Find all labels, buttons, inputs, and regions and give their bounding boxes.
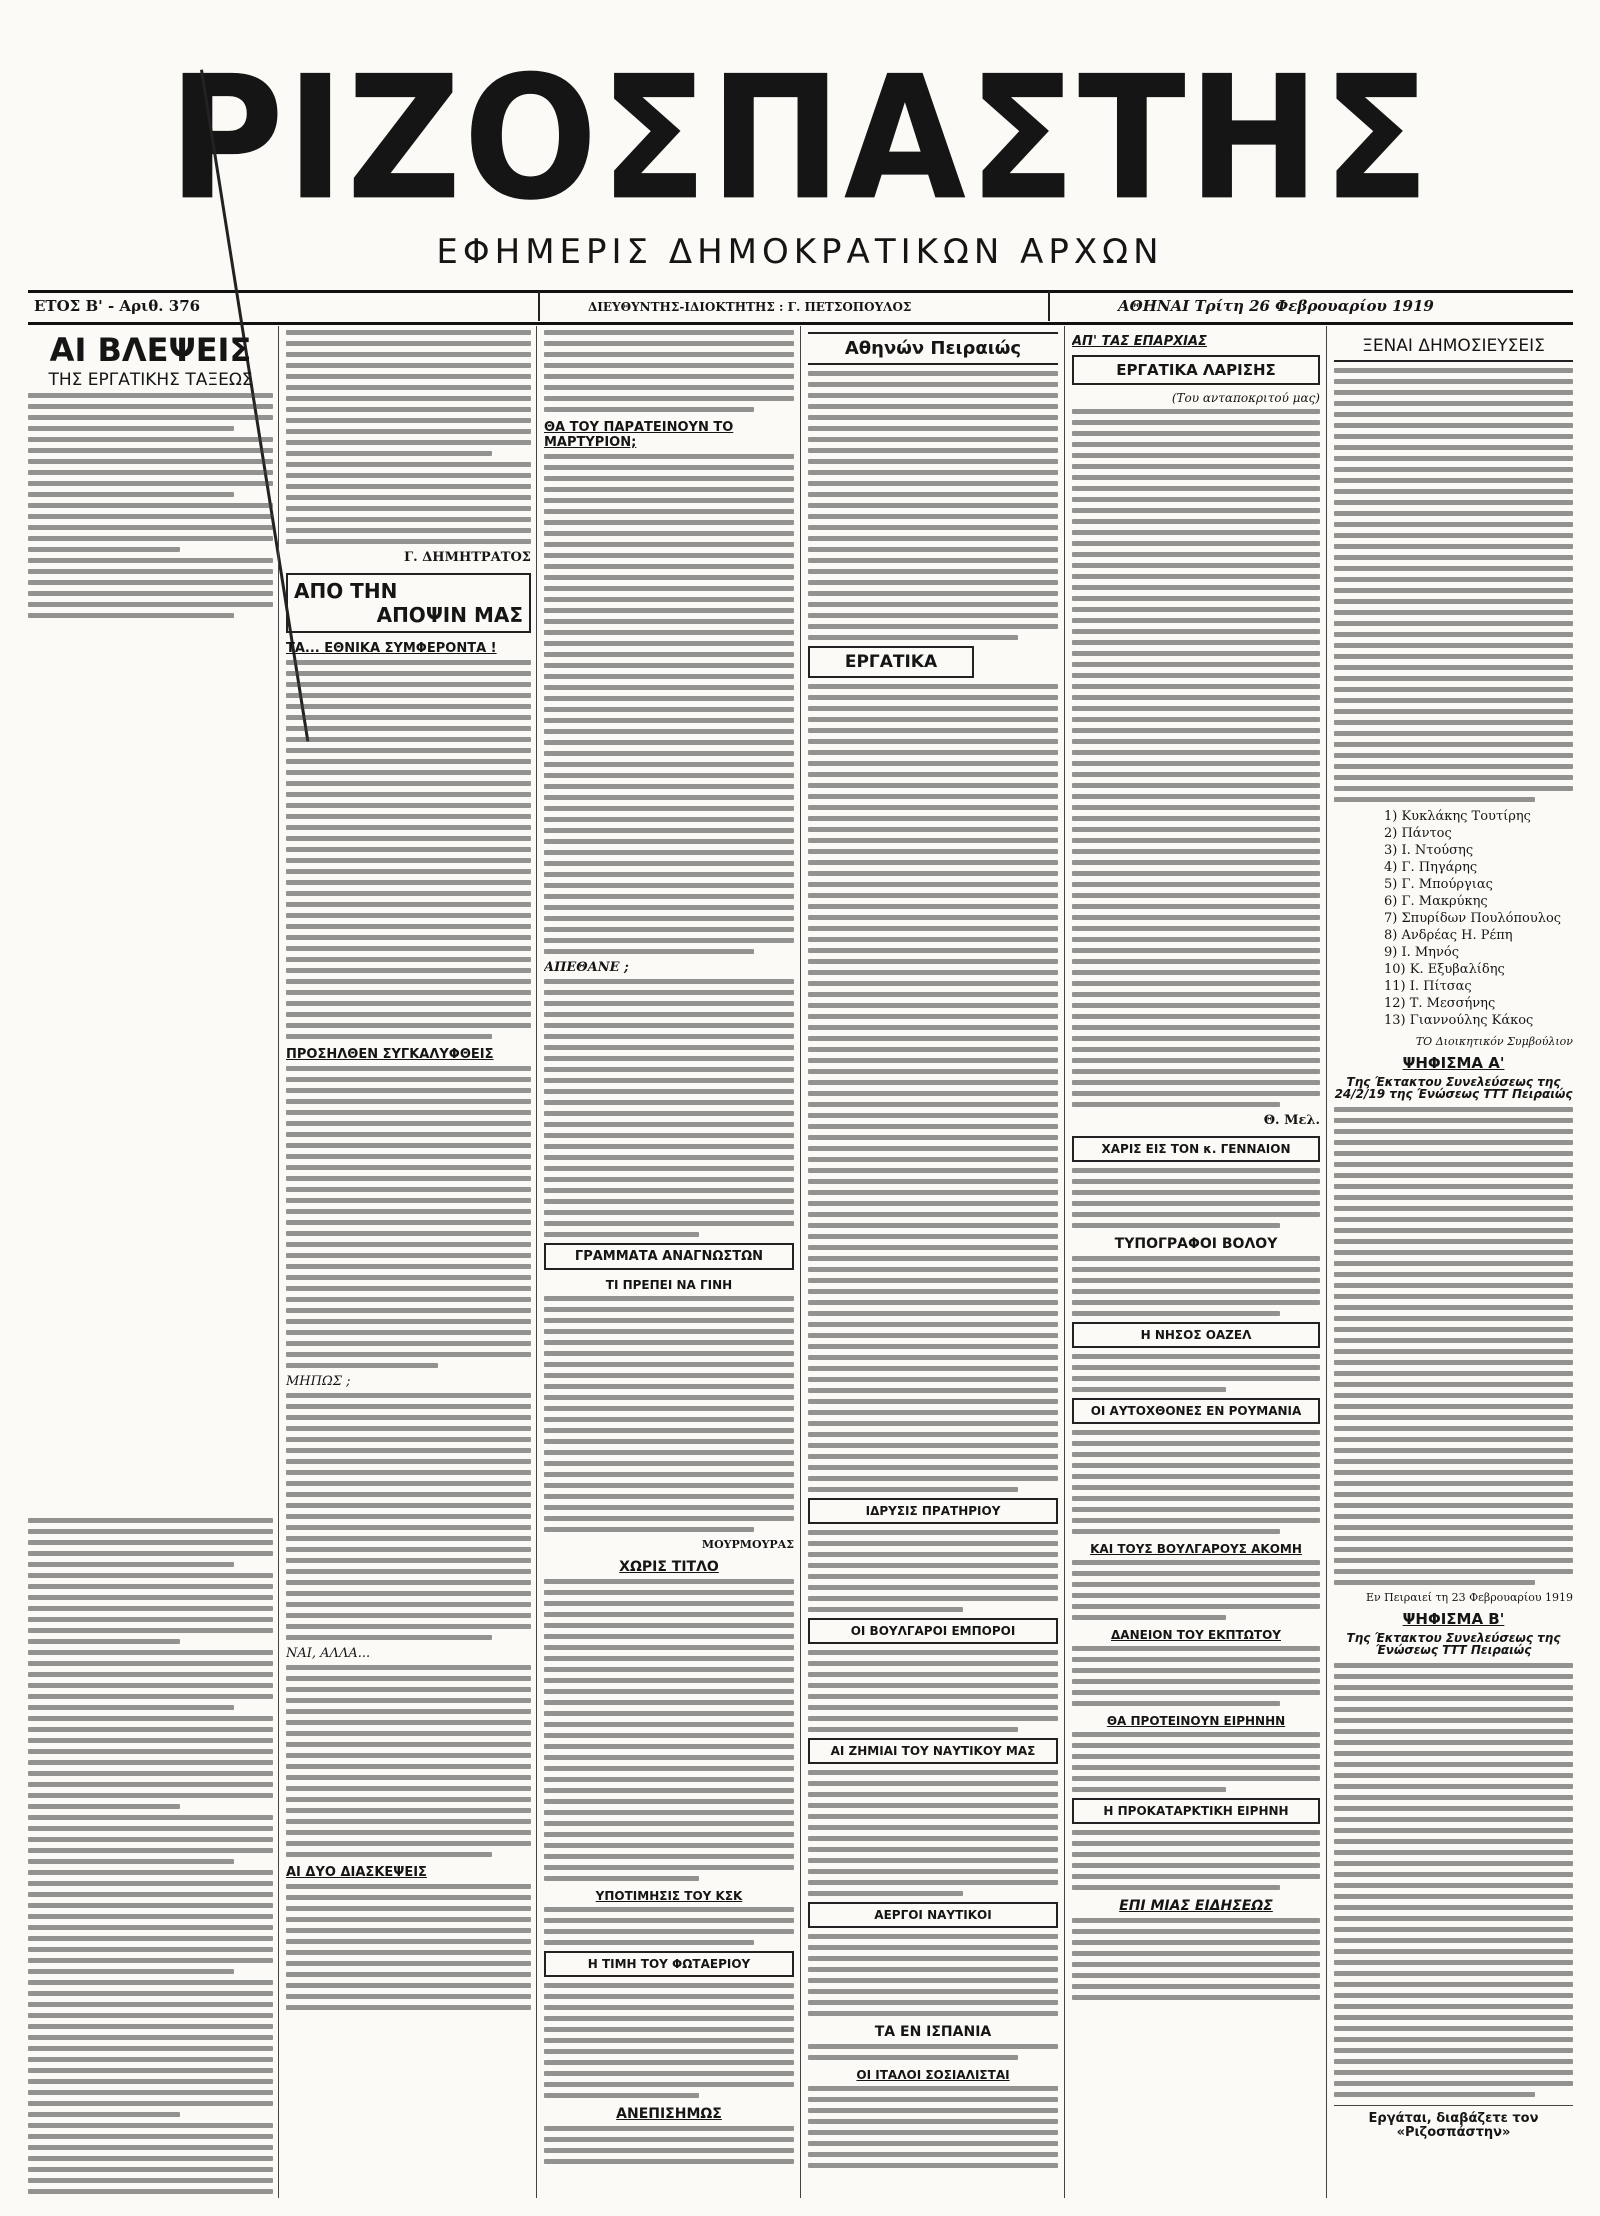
article-signature: Θ. Μελ. (1263, 1113, 1320, 1128)
column-box-heading: ΟΙ ΒΟΥΛΓΑΡΟΙ ΕΜΠΟΡΟΙ (808, 1618, 1058, 1644)
article-body (808, 1770, 1058, 1896)
list-item: 4) Γ. Πηγάρης (1384, 860, 1478, 875)
list-item: 7) Σπυρίδων Πουλόπουλος (1384, 911, 1562, 926)
resolution-subheading: Της Έκτακτου Συνελεύσεως της 24/2/19 της Ένώσεως ΤΤΤ Πειραιώς (1334, 1074, 1573, 1102)
list-item: 9) Ι. Μηνός (1384, 945, 1459, 960)
section-subheading: ΤΙ ΠΡΕΠΕΙ ΝΑ ΓΙΝΗ (605, 1278, 733, 1292)
section-heading: ΜΗΠΩΣ ; (286, 1374, 351, 1389)
article-signature: Γ. ΔΗΜΗΤΡΑΤΟΣ (403, 550, 531, 565)
column-box-heading: ΓΡΑΜΜΑΤΑ ΑΝΑΓΝΩΣΤΩΝ (544, 1243, 794, 1270)
article-body (808, 1650, 1058, 1732)
column-box-heading: Η ΝΗΣΟΣ ΟΑΖΕΛ (1072, 1322, 1320, 1348)
column-box-heading: ΕΡΓΑΤΙΚΑ ΛΑΡΙΣΗΣ (1072, 355, 1320, 385)
masthead-rule-bottom (28, 322, 1573, 325)
section-heading: ΤΑ... ΕΘΝΙΚΑ ΣΥΜΦΕΡΟΝΤΑ ! (286, 641, 497, 656)
article-body (28, 1518, 273, 2198)
article-body (544, 454, 794, 954)
article-body (1072, 1646, 1320, 1706)
section-heading: ΘΑ ΠΡΟΤΕΙΝΟΥΝ ΕΙΡΗΝΗΝ (1106, 1714, 1286, 1728)
article-body (808, 684, 1058, 1492)
article-body (286, 1393, 531, 1640)
article-body (1072, 1830, 1320, 1890)
article-body (544, 1296, 794, 1532)
column-1 (28, 326, 273, 2198)
article-body (1072, 1256, 1320, 1316)
article-body (286, 1884, 531, 2010)
list-item: 13) Γιαννούλης Κάκος (1384, 1013, 1534, 1028)
column-divider (278, 326, 279, 2198)
resolution-heading: ΨΗΦΙΣΜΑ Β' (1402, 1609, 1505, 1628)
article-body (544, 1579, 794, 1881)
column-box-heading: ΑΕΡΓΟΙ ΝΑΥΤΙΚΟΙ (808, 1902, 1058, 1928)
resolution-subheading: Της Έκτακτου Συνελεύσεως της Ένώσεως ΤΤΤ Πειραιώς (1346, 1630, 1561, 1658)
article-subheadline: ΤΗΣ ΕΡΓΑΤΙΚΗΣ ΤΑΞΕΩΣ (48, 369, 253, 390)
article-body (1072, 409, 1320, 1107)
column-2 (286, 326, 531, 2198)
article-body (544, 1983, 794, 2098)
column-divider (536, 326, 537, 2198)
section-heading: ΧΩΡΙΣ ΤΙΤΛΟ (619, 1559, 719, 1575)
issue-strip (28, 295, 1573, 319)
strip-divider (1048, 291, 1050, 321)
article-body (1072, 1732, 1320, 1792)
column-box-heading: Η ΠΡΟΚΑΤΑΡΚΤΙΚΗ ΕΙΡΗΝΗ (1072, 1798, 1320, 1824)
article-body (544, 979, 794, 1237)
section-heading: ΥΠΟΤΙΜΗΣΙΣ ΤΟΥ ΚΣΚ (595, 1889, 743, 1903)
masthead (0, 39, 1600, 272)
list-item: 3) Ι. Ντούσης (1384, 843, 1474, 858)
list-item: 10) Κ. Εξυβαλίδης (1384, 962, 1505, 977)
column-divider (1326, 326, 1327, 2198)
section-heading: ΘΑ ΤΟΥ ΠΑΡΑΤΕΙΝΟΥΝ ΤΟ ΜΑΡΤΥΡΙΟΝ; (544, 420, 734, 450)
list-item: 8) Ανδρέας Η. Ρέπη (1384, 928, 1513, 943)
section-heading: ΝΑΙ, ΑΛΛΑ... (286, 1646, 371, 1661)
article-body (1072, 1560, 1320, 1620)
columns (28, 326, 1573, 2198)
issue-date: ΑΘΗΝΑΙ Τρίτη 26 Φεβρουαρίου 1919 (1118, 297, 1434, 315)
section-heading: ΑΠΕΘΑΝΕ ; (544, 960, 629, 975)
box-heading-line1: ΑΠΟ ΤΗΝ (294, 579, 398, 603)
article-body (544, 2126, 794, 2164)
issue-year-number: ΕΤΟΣ Β' - Αριθ. 376 (34, 297, 201, 315)
strip-divider (538, 291, 540, 321)
article-body (286, 1665, 531, 1857)
column-box-heading: ΟΙ ΑΥΤΟΧΘΟΝΕΣ ΕΝ ΡΟΥΜΑΝΙΑ (1072, 1398, 1320, 1424)
member-list (1384, 808, 1573, 1029)
column-divider (1064, 326, 1065, 2198)
section-heading: ΠΡΟΣΗΛΘΕΝ ΣΥΓΚΑΛΥΦΘΕΙΣ (286, 1047, 494, 1062)
correspondent-note: (Του ανταποκριτού μας) (1171, 391, 1320, 405)
column-divider (800, 326, 801, 2198)
resolution-heading: ΨΗΦΙΣΜΑ Α' (1402, 1054, 1505, 1072)
list-item: 12) Τ. Μεσσήνης (1384, 996, 1496, 1011)
section-heading: ΑΙ ΔΥΟ ΔΙΑΣΚΕΨΕΙΣ (286, 1865, 427, 1880)
resolution-date: Εν Πειραιεί τη 23 Φεβρουαρίου 1919 (1365, 1590, 1573, 1604)
article-body (1072, 1354, 1320, 1392)
list-signature: ΤΟ Διοικητικόν Συμβούλιον (1415, 1035, 1573, 1048)
list-item: 6) Γ. Μακρύκης (1384, 894, 1488, 909)
list-item: 5) Γ. Μπούργιας (1384, 877, 1493, 892)
article-body (808, 1530, 1058, 1612)
article-body (808, 2086, 1058, 2168)
masthead-rule-top (28, 290, 1573, 293)
article-body (808, 371, 1058, 640)
section-heading: ΤΑ ΕΝ ΙΣΠΑΝΙΑ (874, 2024, 992, 2040)
section-heading: ΟΙ ΙΤΑΛΟΙ ΣΟΣΙΑΛΙΣΤΑΙ (856, 2068, 1010, 2082)
column-box-heading: ΕΡΓΑΤΙΚΑ (808, 646, 974, 678)
article-body (28, 393, 273, 618)
box-heading-line2: ΑΠΟΨΙΝ ΜΑΣ (376, 603, 523, 627)
column-4 (808, 326, 1058, 2198)
list-item: 1) Κυκλάκης Τουτίρης (1384, 809, 1531, 824)
list-item: 2) Πάντος (1384, 826, 1452, 841)
footer-note: Εργάται, διαβάζετε τον «Ριζοσπάστην» (1334, 2105, 1573, 2139)
article-body (1072, 1918, 1320, 2000)
section-heading: ΑΝΕΠΙΣΗΜΩΣ (616, 2106, 722, 2122)
list-item: 11) Ι. Πίτσας (1384, 979, 1472, 994)
article-body (808, 1934, 1058, 2016)
column-box-heading: ΧΑΡΙΣ ΕΙΣ ΤΟΝ κ. ΓΕΝΝΑΙΟΝ (1072, 1136, 1320, 1162)
letter-signer: ΜΟΥΡΜΟΥΡΑΣ (701, 1538, 794, 1551)
column-box-heading: Η ΤΙΜΗ ΤΟΥ ΦΩΤΑΕΡΙΟΥ (544, 1951, 794, 1977)
article-body (544, 1907, 794, 1945)
section-heading: ΚΑΙ ΤΟΥΣ ΒΟΥΛΓΑΡΟΥΣ ΑΚΟΜΗ (1090, 1542, 1302, 1556)
column-box-heading (286, 573, 531, 633)
column-box-heading: ΑΙ ΖΗΜΙΑΙ ΤΟΥ ΝΑΥΤΙΚΟΥ ΜΑΣ (808, 1738, 1058, 1764)
newspaper-title: ΡΙΖΟΣΠΑΣΤΗΣ (168, 39, 1432, 239)
section-heading: ΤΥΠΟΓΡΑΦΟΙ ΒΟΛΟΥ (1114, 1236, 1278, 1252)
article-body (286, 1066, 531, 1368)
article-body (1334, 368, 1573, 802)
section-heading: ΔΑΝΕΙΟΝ ΤΟΥ ΕΚΠΤΩΤΟΥ (1111, 1628, 1281, 1642)
article-body (1334, 1663, 1573, 2097)
article-body (1334, 1107, 1573, 1585)
column-6 (1334, 326, 1573, 2198)
article-body (808, 2044, 1058, 2060)
column-5 (1072, 326, 1320, 2198)
article-headline: ΑΙ ΒΛΕΨΕΙΣ (49, 331, 252, 369)
column-box-heading: ΙΔΡΥΣΙΣ ΠΡΑΤΗΡΙΟΥ (808, 1498, 1058, 1524)
article-body (286, 330, 531, 544)
article-body (1072, 1168, 1320, 1228)
section-tag: ΑΠ' ΤΑΣ ΕΠΑΡΧΙΑΣ (1072, 334, 1207, 349)
column-3 (544, 326, 794, 2198)
section-heading: ΕΠΙ ΜΙΑΣ ΕΙΔΗΣΕΩΣ (1119, 1898, 1273, 1914)
newspaper-subtitle: ΕΦΗΜΕΡΙΣ ΔΗΜΟΚΡΑΤΙΚΩΝ ΑΡΧΩΝ (436, 232, 1164, 272)
column-box-heading: ΞΕΝΑΙ ΔΗΜΟΣΙΕΥΣΕΙΣ (1334, 332, 1573, 362)
blank-space (28, 624, 273, 1514)
issue-editor: ΔΙΕΥΘΥΝΤΗΣ-ΙΔΙΟΚΤΗΤΗΣ : Γ. ΠΕΤΣΟΠΟΥΛΟΣ (588, 300, 912, 314)
column-box-heading: Αθηνών Πειραιώς (808, 332, 1058, 365)
article-body (544, 330, 794, 412)
article-body (286, 660, 531, 1039)
article-body (1072, 1430, 1320, 1534)
